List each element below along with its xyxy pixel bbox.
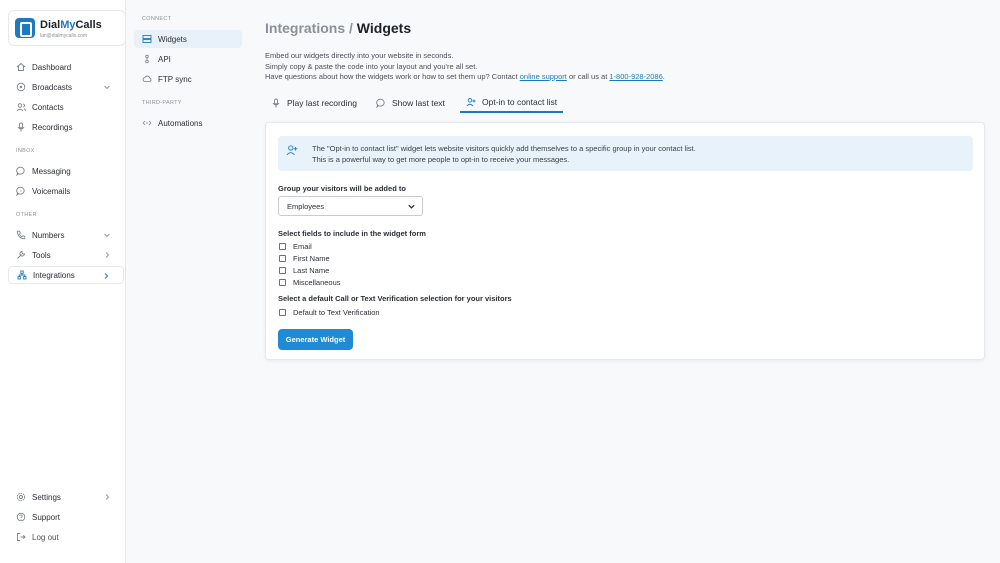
subnav-item-automations[interactable] [134, 114, 242, 132]
verification-label: Select a default Call or Text Verification selection for your visitors [278, 294, 512, 303]
sidebar-item-label: Broadcasts [32, 82, 73, 92]
checkbox[interactable] [279, 309, 286, 316]
chat-icon [16, 166, 26, 176]
tools-icon [16, 250, 26, 260]
intro-text-line-3: Have questions about how the widgets work or how to set them up? Contact online support or call us at 1-800-928-2086. [265, 72, 665, 81]
tab-label: Play last recording [287, 98, 357, 108]
info-text-line-1: The "Opt-in to contact list" widget lets website visitors quickly add themselves to a specific group in your contact list. [312, 144, 696, 153]
section-header-other: OTHER [16, 212, 37, 218]
checkbox-label: Email [293, 242, 312, 251]
sidebar-item-label: Contacts [32, 102, 64, 112]
subnav-item-label: API [158, 54, 171, 64]
checkbox-label: First Name [293, 254, 330, 263]
sidebar-item-label: Recordings [32, 122, 73, 132]
sidebar-item-support[interactable] [8, 508, 124, 526]
checkbox[interactable] [279, 255, 286, 262]
online-support-link[interactable]: online support [519, 72, 567, 81]
chevron-down-icon [407, 202, 416, 211]
sidebar-item-settings[interactable] [8, 488, 124, 506]
voicemail-icon [16, 186, 26, 196]
sidebar-item-integrations[interactable] [8, 266, 124, 284]
sidebar-item-dashboard[interactable] [8, 58, 124, 76]
add-user-icon [466, 97, 476, 107]
sidebar-item-messaging[interactable] [8, 162, 124, 180]
text-verification-checkbox[interactable] [279, 308, 380, 317]
logout-icon [16, 532, 26, 542]
account-switcher[interactable] [8, 10, 126, 46]
chevron-down-icon[interactable] [102, 230, 112, 240]
subnav-item-api[interactable] [134, 50, 242, 68]
checkbox-label: Default to Text Verification [293, 308, 380, 317]
intro-text-line-1: Embed our widgets directly into your website in seconds. [265, 51, 454, 60]
info-text-line-2: This is a powerful way to get more people to opt-in to receive your messages. [312, 155, 570, 164]
phone-icon [16, 230, 26, 240]
microphone-icon [16, 122, 26, 132]
field-checkbox-miscellaneous[interactable] [279, 278, 341, 287]
account-email: lan@dialmycalls.com [40, 33, 88, 39]
sidebar-item-label: Log out [32, 532, 59, 542]
sidebar-item-label: Messaging [32, 166, 71, 176]
subnav-item-label: Widgets [158, 34, 187, 44]
broadcast-icon [16, 82, 26, 92]
phone-number-link[interactable]: 1-800-928-2086 [609, 72, 663, 81]
subnav-item-label: Automations [158, 118, 203, 128]
widget-tabs [265, 93, 985, 115]
sidebar-item-label: Numbers [32, 230, 65, 240]
fields-label: Select fields to include in the widget form [278, 229, 426, 238]
tab-show-last-text[interactable] [376, 93, 445, 113]
api-icon [142, 54, 152, 64]
opt-in-widget-card [265, 122, 985, 360]
integrations-icon [17, 270, 27, 280]
sidebar-item-numbers[interactable] [8, 226, 124, 244]
chevron-right-icon[interactable] [102, 250, 112, 260]
tab-opt-in-to-contact-list[interactable] [460, 93, 563, 113]
chevron-down-icon[interactable] [102, 82, 112, 92]
group-select-value: Employees [287, 201, 325, 211]
chevron-right-icon[interactable] [102, 492, 112, 502]
field-checkbox-email[interactable] [279, 242, 312, 251]
checkbox-label: Miscellaneous [293, 278, 341, 287]
sidebar-item-label: Tools [32, 250, 51, 260]
tab-label: Opt-in to contact list [482, 97, 558, 107]
sidebar-item-tools[interactable] [8, 246, 124, 264]
checkbox[interactable] [279, 267, 286, 274]
microphone-icon [271, 98, 281, 108]
section-header-inbox: INBOX [16, 148, 35, 154]
info-banner [278, 136, 973, 171]
section-header-connect: CONNECT [142, 16, 172, 22]
field-checkbox-first-name[interactable] [279, 254, 330, 263]
cloud-sync-icon [142, 74, 152, 84]
sidebar-item-label: Voicemails [32, 186, 71, 196]
help-icon [16, 512, 26, 522]
intro-text-line-2: Simply copy & paste the code into your layout and you're all set. [265, 62, 478, 71]
subnav-item-label: FTP sync [158, 74, 192, 84]
brand-name: DialMyCalls [40, 19, 102, 31]
subnav-item-ftp-sync[interactable] [134, 70, 242, 88]
contacts-icon [16, 102, 26, 112]
home-icon [16, 62, 26, 72]
widgets-icon [142, 34, 152, 44]
section-header-third-party: THIRD-PARTY [142, 100, 182, 106]
sidebar-item-broadcasts[interactable] [8, 78, 124, 96]
chevron-right-icon[interactable] [101, 271, 111, 281]
sidebar-item-label: Support [32, 512, 61, 522]
chat-icon [376, 98, 386, 108]
sidebar-item-logout[interactable] [8, 528, 124, 546]
page-title: Integrations / Widgets [265, 20, 412, 36]
group-label: Group your visitors will be added to [278, 184, 406, 193]
sidebar-item-contacts[interactable] [8, 98, 124, 116]
tab-label: Show last text [392, 98, 445, 108]
gear-icon [16, 492, 26, 502]
subnav-item-widgets[interactable] [134, 30, 242, 48]
dialmycalls-logo [15, 18, 35, 38]
automation-icon [142, 118, 152, 128]
checkbox-label: Last Name [293, 266, 330, 275]
sidebar-item-voicemails[interactable] [8, 182, 124, 200]
group-select[interactable] [278, 196, 423, 216]
add-user-icon [286, 144, 298, 156]
sidebar-item-label: Integrations [33, 270, 75, 280]
main-sidebar [0, 0, 126, 563]
checkbox[interactable] [279, 243, 286, 250]
sidebar-item-label: Settings [32, 492, 61, 502]
tab-play-last-recording[interactable] [271, 93, 357, 113]
generate-widget-button[interactable]: Generate Widget [278, 329, 353, 350]
field-checkbox-last-name[interactable] [279, 266, 329, 275]
sidebar-item-recordings[interactable] [8, 118, 124, 136]
sidebar-item-label: Dashboard [32, 62, 72, 72]
checkbox[interactable] [279, 279, 286, 286]
